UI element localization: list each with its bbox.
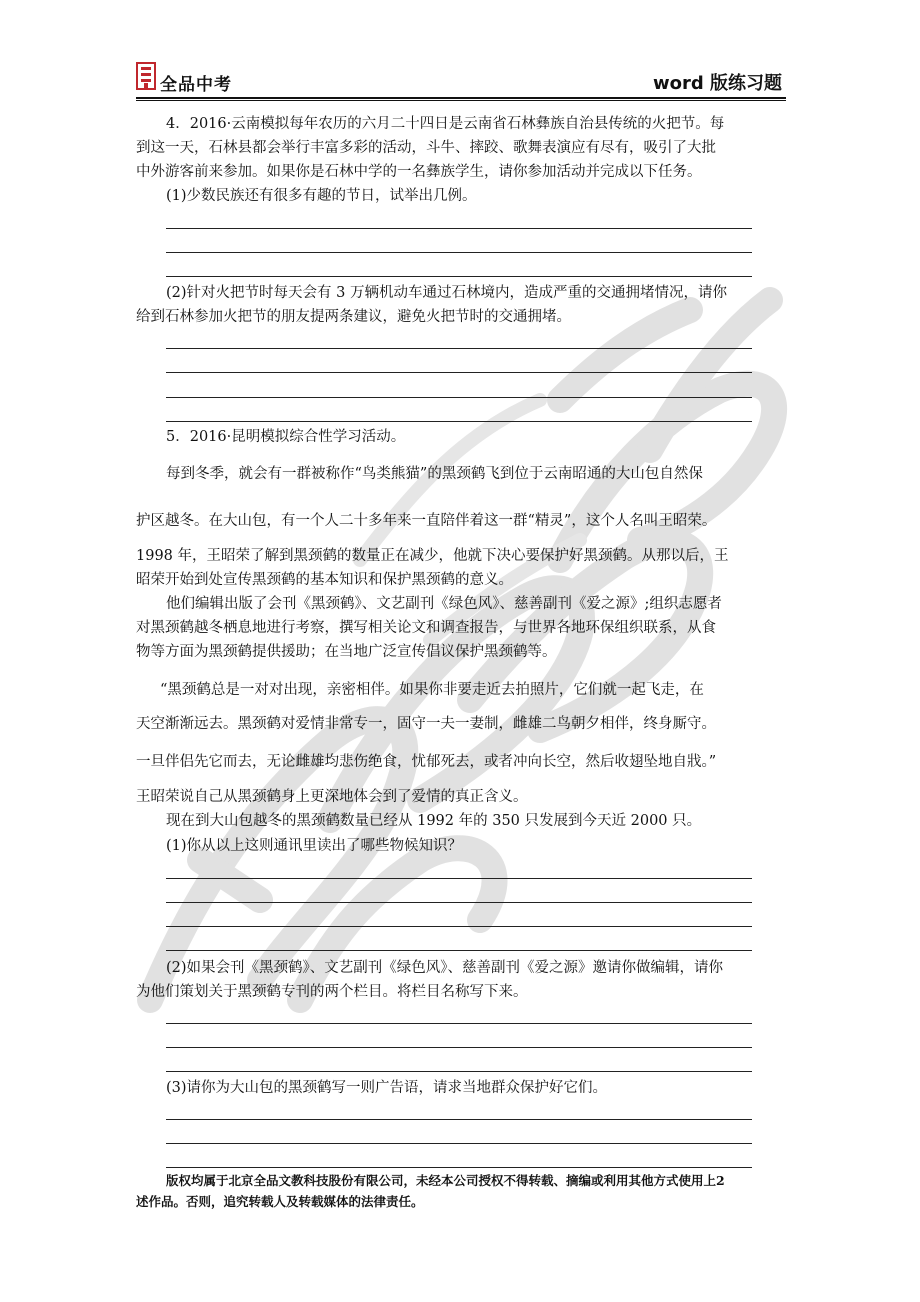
answer-line[interactable] [166, 1167, 752, 1168]
q5-passage-line-9: 天空渐渐远去。黑颈鹤对爱情非常专一，固守一夫一妻制，雌雄二鸟朝夕相伴，终身厮守。 [136, 716, 716, 732]
page-number: 2 [716, 1173, 725, 1188]
q4-intro-line-1: 4．2016·云南模拟每年农历的六月二十四日是云南省石林彝族自治县传统的火把节。每 [166, 116, 725, 132]
copyright-line-1 [166, 1171, 725, 1191]
q5-sub3-prompt: (3)请你为大山包的黑颈鹤写一则广告语，请求当地群众保护好它们。 [166, 1080, 608, 1096]
copyright-text: 版权均属于北京全品文教科技股份有限公司，未经本公司授权不得转载、摘编或利用其他方式使用上 [166, 1173, 717, 1188]
answer-line[interactable] [166, 421, 752, 422]
answer-line[interactable] [166, 902, 752, 903]
answer-line[interactable] [166, 926, 752, 927]
answer-line[interactable] [166, 1119, 752, 1120]
answer-line[interactable] [166, 950, 752, 951]
copyright-line-2: 述作品。否则，追究转载人及转载媒体的法律责任。 [136, 1194, 424, 1209]
header-label: word 版练习题 [652, 73, 782, 94]
answer-line[interactable] [166, 878, 752, 879]
q5-passage-line-6: 对黑颈鹤越冬栖息地进行考察，撰写相关论文和调查报告，与世界各地环保组织联系，从食 [136, 620, 716, 636]
answer-line[interactable] [166, 397, 752, 398]
answer-line[interactable] [166, 348, 752, 349]
q5-sub2-line-1: (2)如果会刊《黑颈鹤》、文艺副刊《绿色风》、慈善副刊《爱之源》邀请你做编辑，请你 [166, 960, 724, 976]
q5-passage-line-5: 他们编辑出版了会刊《黑颈鹤》、文艺副刊《绿色风》、慈善副刊《爱之源》;组织志愿者 [166, 596, 722, 612]
header-divider-thin [136, 100, 786, 101]
q4-intro-line-3: 中外游客前来参加。如果你是石林中学的一名彝族学生，请你参加活动并完成以下任务。 [136, 164, 702, 180]
q5-passage-line-2: 护区越冬。在大山包，有一个人二十多年来一直陪伴着这一群“精灵”，这个人名叫王昭荣。 [136, 513, 717, 529]
q4-sub2-line-1: (2)针对火把节时每天会有 3 万辆机动车通过石林境内，造成严重的交通拥堵情况，请你 [166, 285, 727, 301]
q5-passage-line-8: “黑颈鹤总是一对对出现，亲密相伴。如果你非要走近去拍照片，它们就一起飞走，在 [160, 682, 704, 698]
brand-logo-icon [136, 62, 156, 90]
q5-sub1-prompt: (1)你从以上这则通讯里读出了哪些物候知识？ [166, 838, 463, 854]
q5-passage-line-10: 一旦伴侣先它而去，无论雌雄均悲伤绝食，忧郁死去，或者冲向长空，然后收翅坠地自戕。” [136, 754, 717, 770]
answer-line[interactable] [166, 228, 752, 229]
q5-title: 5．2016·昆明模拟综合性学习活动。 [166, 429, 406, 445]
answer-line[interactable] [166, 1071, 752, 1072]
q4-sub1-prompt: (1)少数民族还有很多有趣的节日，试举出几例。 [166, 188, 477, 204]
brand-name: 全品中考 [160, 75, 232, 95]
q5-passage-line-12: 现在到大山包越冬的黑颈鹤数量已经从 1992 年的 350 只发展到今天近 2000 只。 [166, 813, 702, 829]
q5-passage-line-11: 王昭荣说自己从黑颈鹤身上更深地体会到了爱情的真正含义。 [136, 789, 528, 805]
q5-passage-line-3: 1998 年，王昭荣了解到黑颈鹤的数量正在减少，他就下决心要保护好黑颈鹤。从那以后，王 [136, 548, 729, 564]
answer-line[interactable] [166, 1023, 752, 1024]
answer-line[interactable] [166, 372, 752, 373]
q5-sub2-line-2: 为他们策划关于黑颈鹤专刊的两个栏目。将栏目名称写下来。 [136, 984, 528, 1000]
q5-passage-line-4: 昭荣开始到处宣传黑颈鹤的基本知识和保护黑颈鹤的意义。 [136, 572, 513, 588]
answer-line[interactable] [166, 1143, 752, 1144]
header-divider [136, 97, 786, 99]
q4-sub2-line-2: 给到石林参加火把节的朋友提两条建议，避免火把节时的交通拥堵。 [136, 309, 571, 325]
answer-line[interactable] [166, 1047, 752, 1048]
q5-passage-line-1: 每到冬季，就会有一群被称作“鸟类熊猫”的黑颈鹤飞到位于云南昭通的大山包自然保 [166, 466, 703, 482]
q4-intro-line-2: 到这一天，石林县都会举行丰富多彩的活动，斗牛、摔跤、歌舞表演应有尽有，吸引了大批 [136, 140, 716, 156]
q5-passage-line-7: 物等方面为黑颈鹤提供援助；在当地广泛宣传倡议保护黑颈鹤等。 [136, 644, 557, 660]
answer-line[interactable] [166, 252, 752, 253]
answer-line[interactable] [166, 276, 752, 277]
